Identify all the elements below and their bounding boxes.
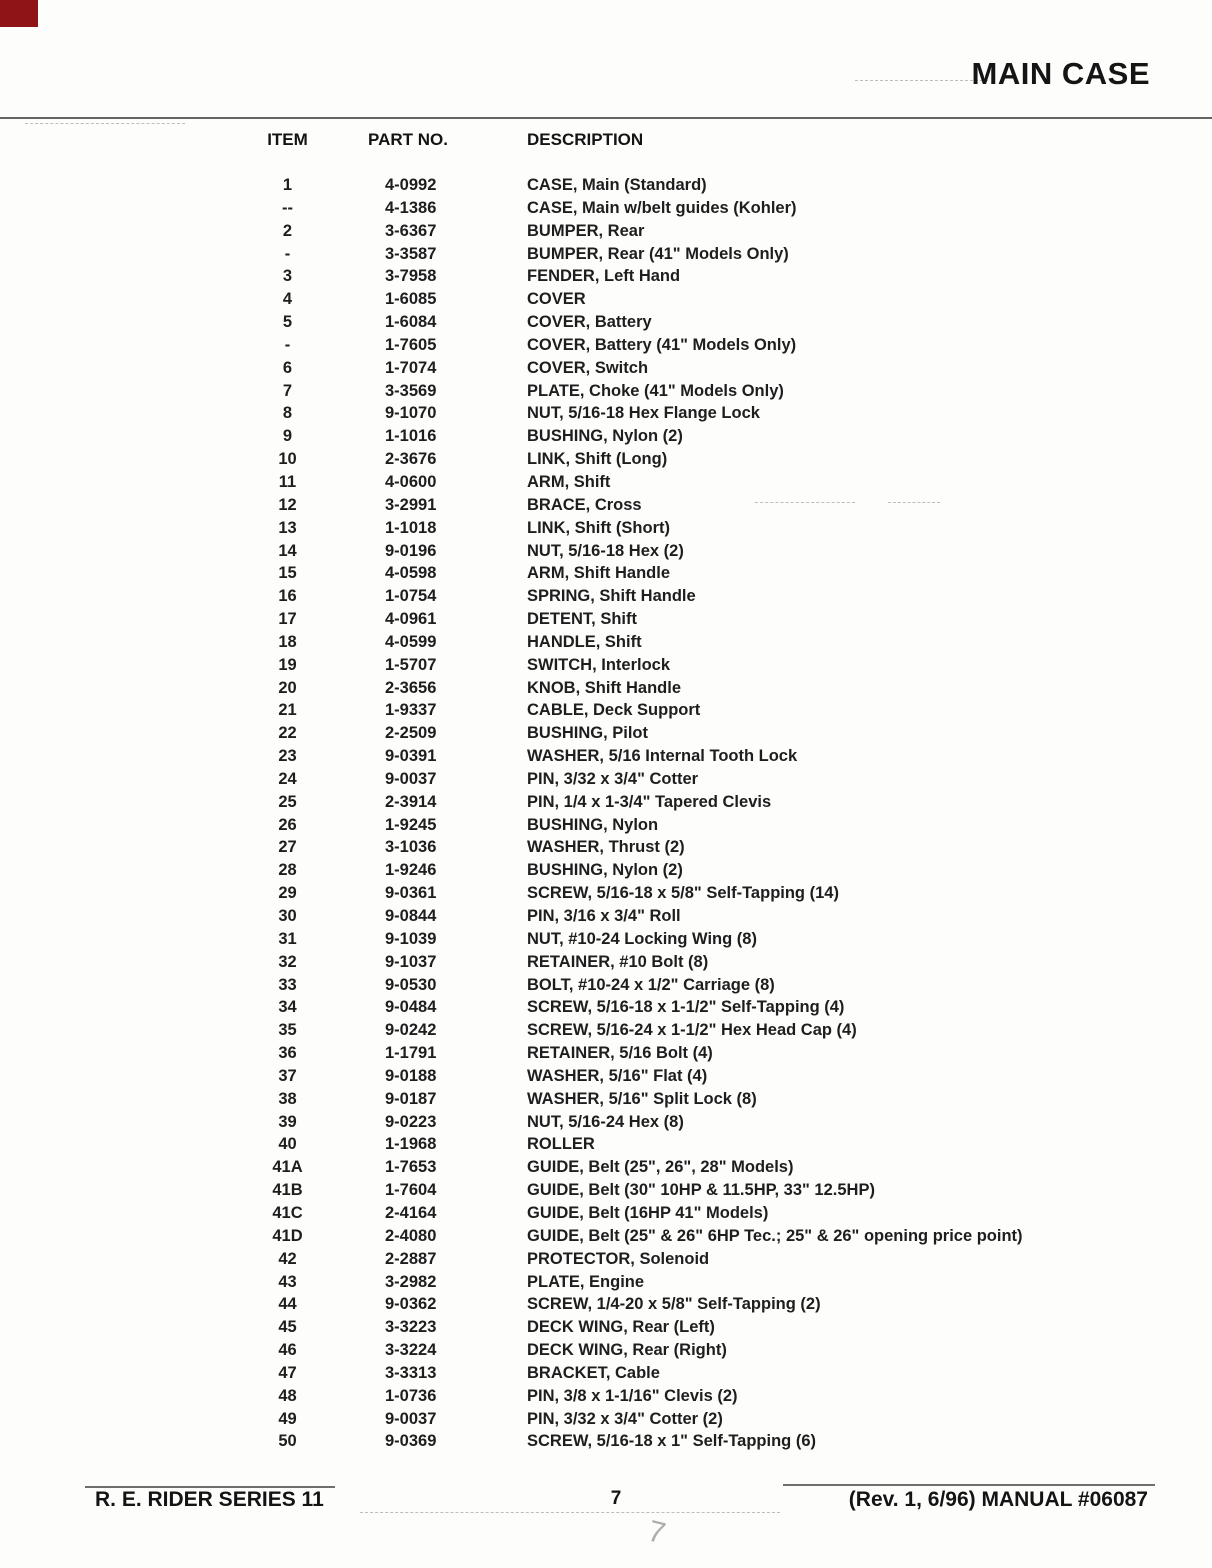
description-cell: BUMPER, Rear (41" Models Only) [527,244,789,263]
part-no-cell: 9-0196 [385,541,437,560]
part-no-cell: 3-2991 [385,495,437,514]
description-cell: COVER, Switch [527,358,649,377]
scan-artifact [855,80,988,81]
part-no-cell: 1-1016 [385,427,437,446]
description-cell: COVER, Battery (41" Models Only) [527,335,797,354]
description-cell: BRACKET, Cable [527,1363,660,1382]
item-cell: 12 [278,495,297,514]
item-cell: 22 [278,724,297,743]
part-no-cell: 1-7653 [385,1158,437,1177]
description-cell: GUIDE, Belt (16HP 41" Models) [527,1203,769,1222]
table-row [0,1318,1212,1341]
table-row [0,519,1212,542]
item-cell: 24 [278,769,297,788]
table-row [0,404,1212,427]
description-cell: ROLLER [527,1135,595,1154]
part-no-cell: 9-0361 [385,884,437,903]
description-cell: NUT, #10-24 Locking Wing (8) [527,929,757,948]
description-cell: CASE, Main w/belt guides (Kohler) [527,198,797,217]
table-row [0,473,1212,496]
description-cell: GUIDE, Belt (25", 26", 28" Models) [527,1158,794,1177]
table-row [0,176,1212,199]
description-cell: PIN, 3/8 x 1-1/16" Clevis (2) [527,1386,738,1405]
table-row [0,1067,1212,1090]
item-cell: 4 [282,290,293,309]
part-no-cell: 2-3656 [385,678,437,697]
item-cell: 44 [278,1295,297,1314]
description-cell: SPRING, Shift Handle [527,587,696,606]
part-no-cell: 9-0187 [385,1089,437,1108]
part-no-cell: 1-9337 [385,701,437,720]
footer-series-label: R. E. RIDER SERIES 11 [95,1488,324,1511]
table-row [0,496,1212,519]
description-cell: PIN, 3/16 x 3/4" Roll [527,907,681,925]
table-row [0,747,1212,770]
part-no-cell: 1-1018 [385,518,437,537]
item-cell: 17 [278,610,297,629]
item-cell: 43 [278,1272,297,1291]
table-row [0,1410,1212,1433]
table-row [0,1432,1212,1455]
table-row [0,838,1212,861]
description-cell: SCREW, 5/16-24 x 1-1/2" Hex Head Cap (4) [527,1021,857,1040]
item-cell: 9 [282,427,293,446]
table-row [0,1204,1212,1227]
part-no-cell: 1-6084 [385,313,437,332]
item-cell: 11 [278,472,297,491]
item-cell: 29 [278,884,297,903]
part-no-cell: 9-0188 [385,1066,437,1085]
description-cell: BUMPER, Rear [527,221,645,240]
red-corner-scan-mark [0,0,38,27]
table-row [0,427,1212,450]
description-cell: SCREW, 5/16-18 x 1-1/2" Self-Tapping (4) [527,998,845,1017]
item-cell: 28 [278,861,297,880]
table-row [0,976,1212,999]
table-row [0,907,1212,930]
part-no-cell: 9-0530 [385,975,437,994]
part-no-cell: 1-1968 [385,1135,437,1154]
page-title: MAIN CASE [971,56,1150,91]
item-cell: 18 [278,632,297,651]
part-no-cell: 4-0992 [385,176,437,194]
description-cell: RETAINER, 5/16 Bolt (4) [527,1044,713,1063]
table-row [0,1295,1212,1318]
part-no-cell: 4-0598 [385,564,437,583]
item-cell: 49 [278,1409,297,1428]
item-cell: 16 [278,587,297,606]
description-cell: GUIDE, Belt (30" 10HP & 11.5HP, 33" 12.5HP) [527,1181,875,1200]
part-no-cell: 1-7605 [385,335,437,354]
item-cell: 34 [278,998,297,1017]
table-row [0,610,1212,633]
description-cell: SCREW, 1/4-20 x 5/8" Self-Tapping (2) [527,1295,821,1314]
item-cell: 5 [282,313,293,332]
part-no-cell: 1-5707 [385,655,437,674]
part-no-cell: 9-0391 [385,747,437,766]
description-cell: RETAINER, #10 Bolt (8) [527,952,709,971]
scan-artifact [360,1512,780,1513]
table-row [0,793,1212,816]
table-row [0,656,1212,679]
table-row [0,1113,1212,1136]
item-cell: 38 [278,1089,297,1108]
description-cell: LINK, Shift (Short) [527,518,670,537]
description-cell: GUIDE, Belt (25" & 26" 6HP Tec.; 25" & 26" opening price point) [527,1226,1023,1245]
item-cell: 1 [282,176,293,194]
table-row [0,1387,1212,1410]
item-cell: 6 [282,358,293,377]
part-no-cell: 3-3587 [385,244,437,263]
item-cell: 3 [282,267,293,286]
part-no-cell: 3-3569 [385,381,437,400]
table-row [0,1135,1212,1158]
item-cell: 46 [278,1341,297,1360]
part-no-cell: 9-0362 [385,1295,437,1314]
item-cell: 50 [278,1432,297,1451]
description-cell: FENDER, Left Hand [527,267,681,286]
table-row [0,953,1212,976]
item-cell: 13 [278,518,297,537]
column-header-part-no: PART NO. [368,130,448,149]
part-no-cell: 1-7074 [385,358,437,377]
item-cell: 47 [278,1363,297,1382]
part-no-cell: 3-3313 [385,1363,437,1382]
description-cell: BOLT, #10-24 x 1/2" Carriage (8) [527,975,775,994]
footer-rev-manual: (Rev. 1, 6/96) MANUAL #06087 [848,1488,1148,1511]
item-cell: 10 [278,450,297,469]
part-no-cell: 1-9245 [385,815,437,834]
description-cell: COVER [527,290,586,309]
table-row [0,701,1212,724]
item-cell: 20 [278,678,297,697]
table-row [0,1341,1212,1364]
description-cell: BUSHING, Nylon [527,815,659,834]
pen-mark-artifact: 7 [644,1514,669,1551]
description-cell: PIN, 1/4 x 1-3/4" Tapered Clevis [527,792,772,811]
table-row [0,998,1212,1021]
table-row [0,382,1212,405]
table-row [0,1250,1212,1273]
part-no-cell: 4-0961 [385,610,437,629]
description-cell: PIN, 3/32 x 3/4" Cotter (2) [527,1409,723,1428]
part-no-cell: 1-0754 [385,587,437,606]
table-row [0,770,1212,793]
part-no-cell: 2-4164 [385,1203,437,1222]
description-cell: HANDLE, Shift [527,632,642,651]
table-row [0,633,1212,656]
column-header-item: ITEM [267,130,308,149]
item-cell: 27 [278,838,297,857]
description-cell: CABLE, Deck Support [527,701,701,720]
item-cell: 21 [278,701,297,720]
table-row [0,1227,1212,1250]
item-cell: 33 [278,975,297,994]
item-cell: 40 [278,1135,297,1154]
item-cell: 7 [282,381,293,400]
description-cell: BUSHING, Nylon (2) [527,427,683,446]
table-row [0,222,1212,245]
description-cell: DECK WING, Rear (Left) [527,1318,715,1337]
description-cell: ARM, Shift Handle [527,564,670,583]
table-row [0,884,1212,907]
description-cell: SCREW, 5/16-18 x 1" Self-Tapping (6) [527,1432,816,1451]
scan-artifact [888,502,940,503]
item-cell: 39 [278,1112,297,1131]
parts-table-body [0,176,1212,1455]
description-cell: PIN, 3/32 x 3/4" Cotter [527,769,699,788]
description-cell: SWITCH, Interlock [527,655,671,674]
header-rule [0,117,1212,119]
part-no-cell: 9-0484 [385,998,437,1017]
description-cell: NUT, 5/16-18 Hex (2) [527,541,684,560]
item-cell: 37 [278,1066,297,1085]
description-cell: WASHER, 5/16" Flat (4) [527,1066,708,1085]
part-no-cell: 3-2982 [385,1272,437,1291]
part-no-cell: 9-0223 [385,1112,437,1131]
part-no-cell: 9-0037 [385,769,437,788]
table-row [0,245,1212,268]
item-cell: - [284,335,291,354]
part-no-cell: 9-1070 [385,404,437,423]
description-cell: PLATE, Engine [527,1272,645,1291]
part-no-cell: 9-1037 [385,952,437,971]
description-cell: PROTECTOR, Solenoid [527,1249,710,1268]
description-cell: NUT, 5/16-18 Hex Flange Lock [527,404,760,423]
item-cell: 41A [272,1158,303,1177]
part-no-cell: 2-4080 [385,1226,437,1245]
part-no-cell: 9-0369 [385,1432,437,1451]
description-cell: KNOB, Shift Handle [527,678,682,697]
item-cell: -- [282,198,293,217]
part-no-cell: 9-0037 [385,1409,437,1428]
item-cell: 30 [278,907,297,925]
part-no-cell: 2-3914 [385,792,437,811]
description-cell: LINK, Shift (Long) [527,450,668,469]
table-row [0,1021,1212,1044]
item-cell: 45 [278,1318,297,1337]
item-cell: 23 [278,747,297,766]
item-cell: 19 [278,655,297,674]
table-row [0,359,1212,382]
item-cell: 41C [272,1203,303,1222]
part-no-cell: 1-9246 [385,861,437,880]
table-row [0,861,1212,884]
table-row [0,1181,1212,1204]
table-row [0,267,1212,290]
table-header-row [0,130,1212,154]
item-cell: 41D [272,1226,303,1245]
table-row [0,1044,1212,1067]
table-row [0,816,1212,839]
footer-right-rule [783,1484,1155,1486]
item-cell: 8 [282,404,293,423]
item-cell: 25 [278,792,297,811]
description-cell: BRACE, Cross [527,495,642,514]
part-no-cell: 2-3676 [385,450,437,469]
description-cell: ARM, Shift [527,472,611,491]
description-cell: WASHER, 5/16 Internal Tooth Lock [527,747,798,766]
part-no-cell: 1-1791 [385,1044,437,1063]
item-cell: 36 [278,1044,297,1063]
description-cell: COVER, Battery [527,313,652,332]
part-no-cell: 4-0599 [385,632,437,651]
description-cell: PLATE, Choke (41" Models Only) [527,381,784,400]
table-row [0,450,1212,473]
description-cell: CASE, Main (Standard) [527,176,707,194]
description-cell: NUT, 5/16-24 Hex (8) [527,1112,684,1131]
table-row [0,1364,1212,1387]
table-row [0,1090,1212,1113]
item-cell: 15 [278,564,297,583]
item-cell: 26 [278,815,297,834]
part-no-cell: 3-7958 [385,267,437,286]
table-row [0,679,1212,702]
description-cell: SCREW, 5/16-18 x 5/8" Self-Tapping (14) [527,884,839,903]
item-cell: 41B [272,1181,303,1200]
part-no-cell: 3-3223 [385,1318,437,1337]
part-no-cell: 1-7604 [385,1181,437,1200]
table-row [0,336,1212,359]
part-no-cell: 3-1036 [385,838,437,857]
table-row [0,290,1212,313]
item-cell: 32 [278,952,297,971]
part-no-cell: 1-6085 [385,290,437,309]
part-no-cell: 4-1386 [385,198,437,217]
part-no-cell: 4-0600 [385,472,437,491]
item-cell: - [284,244,291,263]
description-cell: BUSHING, Nylon (2) [527,861,683,880]
part-no-cell: 9-1039 [385,929,437,948]
column-header-description: DESCRIPTION [527,130,644,149]
scan-artifact [25,123,185,124]
part-no-cell: 2-2887 [385,1249,437,1268]
part-no-cell: 3-6367 [385,221,437,240]
table-row [0,724,1212,747]
part-no-cell: 9-0242 [385,1021,437,1040]
part-no-cell: 9-0844 [385,907,437,925]
table-row [0,564,1212,587]
part-no-cell: 3-3224 [385,1341,437,1360]
description-cell: DECK WING, Rear (Right) [527,1341,727,1360]
part-no-cell: 2-2509 [385,724,437,743]
description-cell: DETENT, Shift [527,610,637,629]
table-row [0,1273,1212,1296]
item-cell: 35 [278,1021,297,1040]
item-cell: 48 [278,1386,297,1405]
table-row [0,930,1212,953]
table-row [0,542,1212,565]
item-cell: 31 [278,929,297,948]
scan-artifact [755,502,855,503]
item-cell: 14 [278,541,297,560]
table-row [0,587,1212,610]
table-row [0,199,1212,222]
description-cell: WASHER, Thrust (2) [527,838,685,857]
table-row [0,313,1212,336]
item-cell: 2 [282,221,293,240]
description-cell: WASHER, 5/16" Split Lock (8) [527,1089,757,1108]
table-row [0,1158,1212,1181]
part-no-cell: 1-0736 [385,1386,437,1405]
description-cell: BUSHING, Pilot [527,724,649,743]
footer-page-number: 7 [610,1488,622,1509]
item-cell: 42 [278,1249,297,1268]
